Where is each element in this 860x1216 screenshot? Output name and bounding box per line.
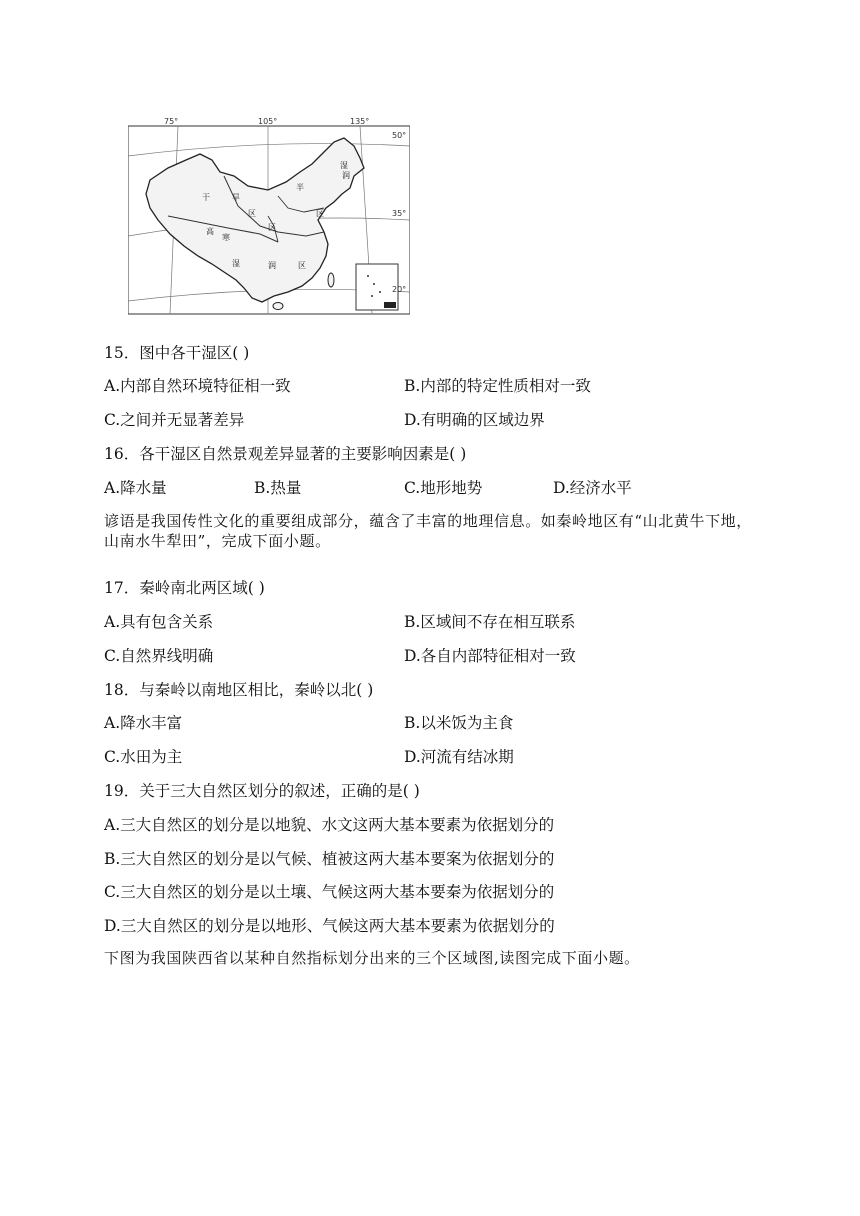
taiwan <box>328 273 334 287</box>
region-char: 干 <box>202 193 210 202</box>
shaanxi-intro: 下图为我国陕西省以某种自然指标划分出来的三个区域图,读图完成下面小题。 <box>104 949 640 967</box>
region-char: 区 <box>298 261 306 270</box>
china-dry-wet-map <box>128 116 410 316</box>
q16-option-b: B.热量 <box>254 479 302 497</box>
q18-option-b: B.以米饭为主食 <box>404 714 514 732</box>
map-svg <box>128 116 410 316</box>
q15-option-d: D.有明确的区域边界 <box>404 411 545 429</box>
region-char: 寒 <box>222 233 230 242</box>
q16-option-d: D.经济水平 <box>553 479 632 497</box>
q19-option-b: B.三大自然区的划分是以气候、植被这两大基本要案为依据划分的 <box>104 850 555 868</box>
q17-option-b: B.区域间不存在相互联系 <box>404 613 576 631</box>
q18-option-d: D.河流有结冰期 <box>404 748 514 766</box>
region-char: 半 <box>296 183 304 192</box>
region-char: 润 <box>342 171 350 180</box>
label-20: 20° <box>392 285 407 294</box>
q19-option-a: A.三大自然区的划分是以地貌、水文这两大基本要素为依据划分的 <box>104 816 555 834</box>
q16-option-a: A.降水量 <box>104 479 167 497</box>
question-16-stem: 16．各干湿区自然景观差异显著的主要影响因素是( ) <box>104 445 467 463</box>
region-char: 旱 <box>232 193 240 202</box>
region-char: 湿 <box>340 161 348 170</box>
label-105: 105° <box>258 117 278 126</box>
label-75: 75° <box>164 117 179 126</box>
proverb-intro: 谚语是我国传性文化的重要组成部分，蕴含了丰富的地理信息。如秦岭地区有“山北黄牛下地，山南水牛犁田”，完成下面小题。 <box>104 512 752 550</box>
hainan <box>273 303 283 310</box>
question-17-stem: 17．秦岭南北两区域( ) <box>104 579 265 597</box>
q16-option-c: C.地形地势 <box>404 479 483 497</box>
q15-option-c: C.之间并无显著差异 <box>104 411 245 429</box>
q17-option-d: D.各自内部特征相对一致 <box>404 647 576 665</box>
region-char: 高 <box>206 227 214 236</box>
q19-option-c: C.三大自然区的划分是以土壤、气候这两大基本要秦为依据划分的 <box>104 883 555 901</box>
q15-option-a: A.内部自然环境特征相一致 <box>104 377 291 395</box>
q18-option-a: A.降水丰富 <box>104 714 183 732</box>
question-18-stem: 18．与秦岭以南地区相比，秦岭以北( ) <box>104 681 374 699</box>
q18-option-c: C.水田为主 <box>104 748 183 766</box>
region-char: 湿 <box>232 259 240 268</box>
label-50: 50° <box>392 131 407 140</box>
q17-option-c: C.自然界线明确 <box>104 647 214 665</box>
region-char: 区 <box>316 209 324 218</box>
label-35: 35° <box>392 209 407 218</box>
q17-option-a: A.具有包含关系 <box>104 613 214 631</box>
region-char: 区 <box>248 209 256 218</box>
region-char: 润 <box>268 261 276 270</box>
question-15-stem: 15．图中各干湿区( ) <box>104 344 250 362</box>
inset-scale <box>384 302 396 308</box>
q19-option-d: D.三大自然区的划分是以地形、气候这两大基本要素为依据划分的 <box>104 917 555 935</box>
label-135: 135° <box>350 117 370 126</box>
question-19-stem: 19．关于三大自然区划分的叙述，正确的是( ) <box>104 782 420 800</box>
region-char: 区 <box>268 223 276 232</box>
q15-option-b: B.内部的特定性质相对一致 <box>404 377 591 395</box>
